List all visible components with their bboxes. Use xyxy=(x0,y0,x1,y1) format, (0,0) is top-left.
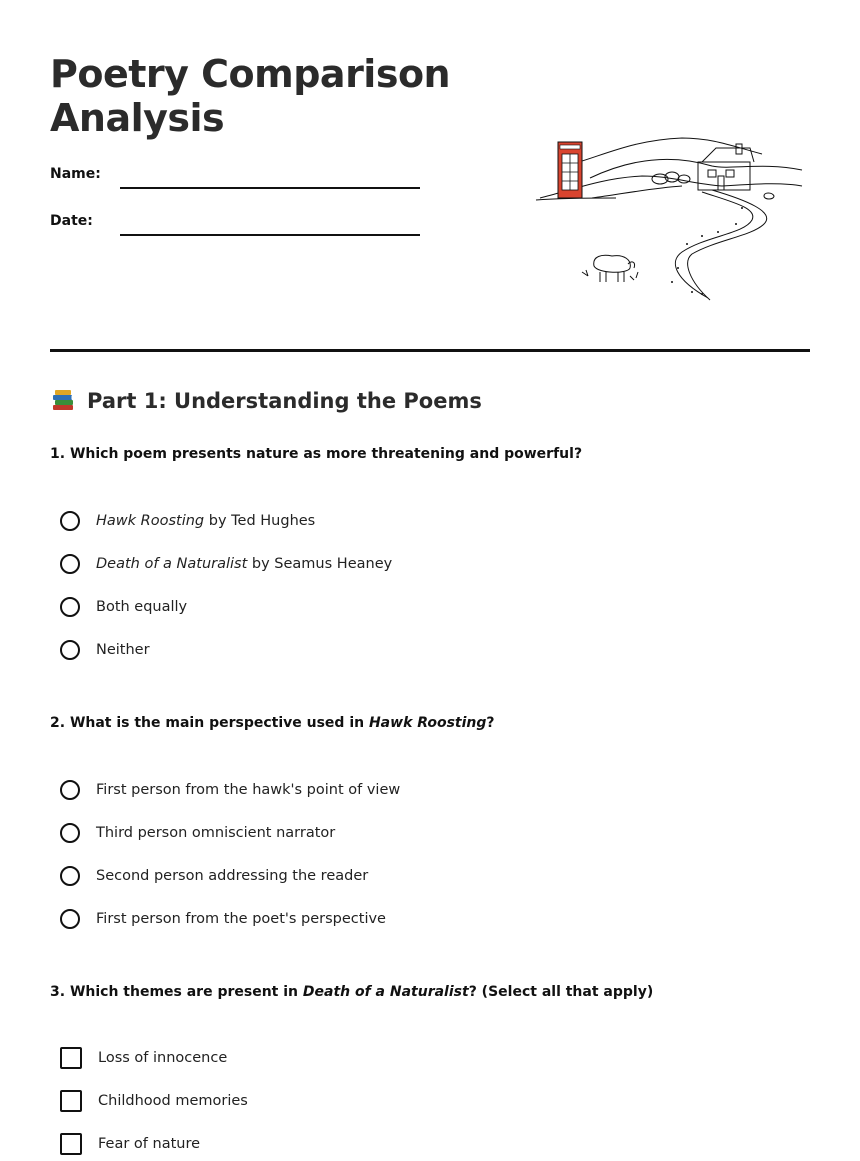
q2-option[interactable] xyxy=(60,820,335,846)
date-field[interactable] xyxy=(120,234,420,236)
question-number: 2. xyxy=(50,715,66,731)
option-label: First person from the hawk's point of view xyxy=(96,782,401,798)
option-label: Childhood memories xyxy=(98,1093,248,1109)
question-number: 3. xyxy=(50,984,66,1000)
checkbox[interactable] xyxy=(60,1090,82,1112)
poem-title: Hawk Roosting xyxy=(96,513,205,529)
q3-option[interactable] xyxy=(60,1131,200,1157)
date-label: Date: xyxy=(50,213,93,229)
checkbox[interactable] xyxy=(60,1133,82,1155)
radio-button[interactable] xyxy=(60,780,80,800)
q1-option[interactable] xyxy=(60,551,392,577)
question-3 xyxy=(50,984,653,1000)
question-text: What is the main perspective used in xyxy=(69,715,369,731)
name-label: Name: xyxy=(50,166,101,182)
poem-title: Hawk Roosting xyxy=(368,715,487,731)
option-label: First person from the poet's perspective xyxy=(96,911,386,927)
section-title: Part 1: Understanding the Poems xyxy=(87,389,482,413)
q2-option[interactable] xyxy=(60,863,368,889)
radio-button[interactable] xyxy=(60,909,80,929)
radio-button[interactable] xyxy=(60,554,80,574)
option-label: Both equally xyxy=(96,599,188,615)
worksheet-title: Poetry Comparison Analysis xyxy=(50,52,451,140)
option-label: Third person omniscient narrator xyxy=(96,825,336,841)
radio-button[interactable] xyxy=(60,640,80,660)
countryside-illustration xyxy=(532,132,808,304)
question-text-end: ? (Select all that apply) xyxy=(468,984,654,1000)
question-text: Which themes are present in xyxy=(69,984,303,1000)
radio-button[interactable] xyxy=(60,823,80,843)
option-label: Second person addressing the reader xyxy=(96,868,369,884)
question-text: Which poem presents nature as more threatening and powerful? xyxy=(69,446,583,462)
q2-option[interactable] xyxy=(60,777,400,803)
part1-heading xyxy=(50,388,482,414)
checkbox[interactable] xyxy=(60,1047,82,1069)
q3-option[interactable] xyxy=(60,1088,248,1114)
question-2 xyxy=(50,715,495,731)
option-label: Fear of nature xyxy=(98,1136,201,1152)
question-text-end: ? xyxy=(486,715,495,731)
radio-button[interactable] xyxy=(60,511,80,531)
radio-button[interactable] xyxy=(60,866,80,886)
section-divider xyxy=(50,349,810,352)
books-icon xyxy=(50,388,76,414)
option-label: Neither xyxy=(96,642,150,658)
q2-option[interactable] xyxy=(60,906,386,932)
poem-title: Death of a Naturalist xyxy=(302,984,469,1000)
name-field[interactable] xyxy=(120,187,420,189)
question-1 xyxy=(50,446,582,462)
option-label: by Seamus Heaney xyxy=(247,556,393,572)
radio-button[interactable] xyxy=(60,597,80,617)
question-number: 1. xyxy=(50,446,66,462)
option-label: Loss of innocence xyxy=(98,1050,228,1066)
q3-option[interactable] xyxy=(60,1045,227,1071)
q1-option[interactable] xyxy=(60,637,150,663)
q1-option[interactable] xyxy=(60,594,187,620)
option-label: by Ted Hughes xyxy=(204,513,316,529)
poem-title: Death of a Naturalist xyxy=(96,556,248,572)
q1-option[interactable] xyxy=(60,508,315,534)
